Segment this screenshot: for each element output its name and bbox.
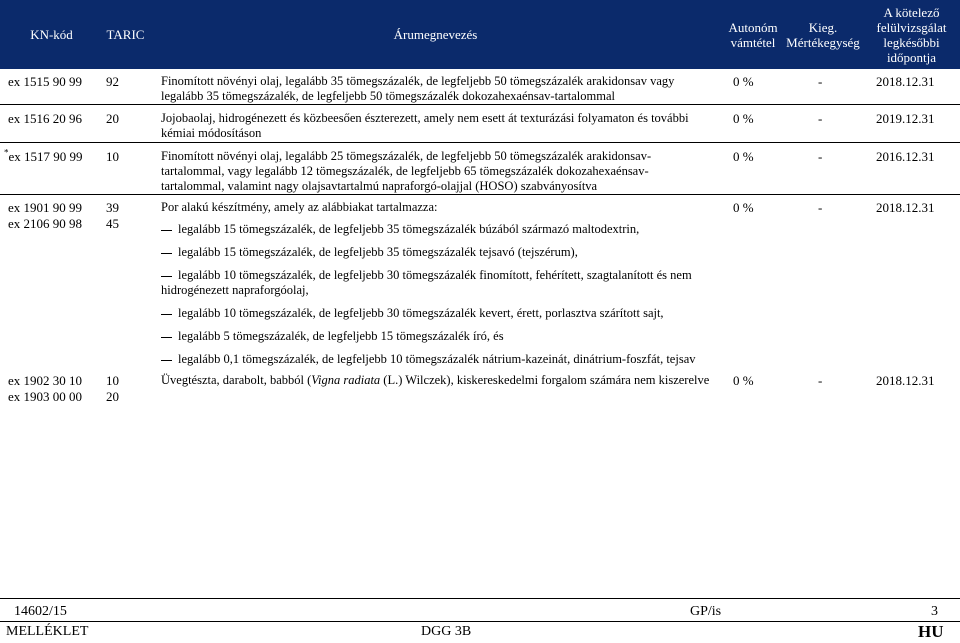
composition-item: legalább 15 tömegszázalék, de legfeljebb 35 tömegszázalék tejsavó (tejszérum), — [161, 245, 721, 260]
dash-bullet — [161, 230, 172, 231]
supplementary-unit: - — [818, 373, 823, 388]
dash-bullet — [161, 314, 172, 315]
row-divider — [0, 142, 960, 143]
header-autonom-vamtetel: Autonóm vámtétel — [728, 19, 778, 50]
review-date: 2018.12.31 — [876, 373, 935, 388]
kn-code: ex 1902 30 10 — [8, 373, 83, 388]
species-name: Vigna radiata — [311, 373, 381, 387]
taric-code: 45 — [106, 216, 119, 231]
taric-code: 20 — [106, 389, 119, 404]
table-row — [0, 149, 960, 195]
review-date: 2019.12.31 — [876, 111, 935, 126]
composition-item: legalább 5 tömegszázalék, de legfeljebb 15 tömegszázalék író, és — [161, 329, 721, 344]
product-description: Finomított növényi olaj, legalább 25 tömegszázalék, de legfeljebb 50 tömegszázalék arakidonsav-tartalommal, vagy legalább 12 tömegszázalék, de legfeljebb 65 tömegszázalék dokozahexaénsav-tartalommal, valamint nagy olajsavtartalmú napraforgó-olajjal (HOSO) szabványosítva — [161, 149, 652, 193]
header-kn-kod: KN-kód — [30, 27, 73, 42]
document-number: 14602/15 — [14, 604, 67, 619]
product-description: Finomított növényi olaj, legalább 35 tömegszázalék, de legfeljebb 50 tömegszázalék arakidonsav vagy legalább 35 tömegszázalék, de legfeljebb 50 tömegszázalék dokozahexaénsav-tartalommal — [161, 74, 675, 103]
supplementary-unit: - — [818, 111, 823, 126]
product-description: Por alakú készítmény, amely az alábbiakat tartalmazza: legalább 15 tömegszázalék, de legfeljebb 35 tömegszázalék búzából származó maltodextrin, legalább 15 tömegszázalék, de legfeljebb 35 tömegszázalék tejsavó (tejszérum), legalább 10 tömegszázalék, de legfeljebb 30 tömegszázalék finomított, fehérített, szagtalanított és nem hidrogénezett napraforgóolaj, legalább 10 tömegszázalék, de legfeljebb 30 tömegszázalék kevert, érett, porlasztva szárított sajt, legalább 5 tömegszázalék, de legfeljebb 15 tömegszázalék író, és legalább 0,1 tömegszázalék, de legfeljebb 10 tömegszázalék nátrium-kazeinát, dinátrium-foszfát, tejsav — [161, 200, 721, 367]
dash-bullet — [161, 276, 172, 277]
footer-divider — [0, 621, 960, 622]
taric-code: 92 — [106, 74, 119, 89]
table-header — [0, 0, 960, 69]
taric-code-list — [106, 200, 146, 232]
header-taric: TARIC — [106, 27, 145, 42]
kn-code: ex 1903 00 00 — [8, 389, 83, 404]
composition-item: legalább 15 tömegszázalék, de legfeljebb 35 tömegszázalék búzából származó maltodextrin, — [161, 222, 721, 237]
taric-code: 10 — [106, 373, 119, 388]
composition-item: legalább 10 tömegszázalék, de legfeljebb 30 tömegszázalék kevert, érett, porlasztva szárított sajt, — [161, 306, 721, 321]
kn-code: *ex 1517 90 99 — [4, 147, 83, 164]
composition-item: legalább 0,1 tömegszázalék, de legfeljebb 10 tömegszázalék nátrium-kazeinát, dinátrium-foszfát, tejsav — [161, 352, 721, 367]
footer-divider — [0, 598, 960, 599]
header-arumegnevezes: Árumegnevezés — [393, 27, 478, 42]
dash-bullet — [161, 360, 172, 361]
header-kieg-mertekegyseg: Kieg. Mértékegység — [786, 19, 860, 50]
header-felulvizsgalat: A kötelező felülvizsgálat legkésőbbi időpontja — [876, 4, 947, 65]
kn-code: ex 1515 90 99 — [8, 74, 83, 89]
kn-code: ex 1516 20 96 — [8, 111, 83, 126]
language-code: HU — [918, 622, 944, 641]
kn-code-list — [8, 200, 103, 232]
autonomous-duty: 0 % — [733, 74, 754, 89]
taric-code: 10 — [106, 149, 119, 164]
dash-bullet — [161, 337, 172, 338]
row-divider — [0, 104, 960, 105]
kn-code-list — [8, 373, 103, 405]
taric-code-list — [106, 373, 146, 405]
annex-label: MELLÉKLET — [6, 624, 89, 639]
composition-item: legalább 10 tömegszázalék, de legfeljebb 30 tömegszázalék finomított, fehérített, szagtalanított és nem hidrogénezett napraforgóolaj, — [161, 268, 692, 297]
review-date: 2018.12.31 — [876, 200, 935, 215]
review-date: 2018.12.31 — [876, 74, 935, 89]
table-row — [0, 200, 960, 365]
kn-code: ex 1901 90 99 — [8, 200, 83, 215]
review-date: 2016.12.31 — [876, 149, 935, 164]
product-description: Üvegtészta, darabolt, babból (Vigna radiata (L.) Wilczek), kiskereskedelmi forgalom számára nem kiszerelve — [161, 373, 710, 387]
autonomous-duty: 0 % — [733, 149, 754, 164]
author-initials: GP/is — [690, 604, 722, 619]
autonomous-duty: 0 % — [733, 200, 754, 215]
page-number: 3 — [931, 604, 938, 619]
kn-code: ex 2106 90 98 — [8, 216, 83, 231]
amendment-star: * — [4, 147, 9, 158]
supplementary-unit: - — [818, 149, 823, 164]
table-row — [0, 373, 960, 409]
autonomous-duty: 0 % — [733, 373, 754, 388]
taric-code: 20 — [106, 111, 119, 126]
directorate-code: DGG 3B — [421, 624, 472, 639]
product-description: Jojobaolaj, hidrogénezett és közbeesően észterezett, amely nem esett át texturázási folyamaton és további kémiai módosításon — [161, 111, 689, 140]
row-divider — [0, 194, 960, 195]
dash-bullet — [161, 253, 172, 254]
autonomous-duty: 0 % — [733, 111, 754, 126]
supplementary-unit: - — [818, 200, 823, 215]
taric-code: 39 — [106, 200, 119, 215]
supplementary-unit: - — [818, 74, 823, 89]
